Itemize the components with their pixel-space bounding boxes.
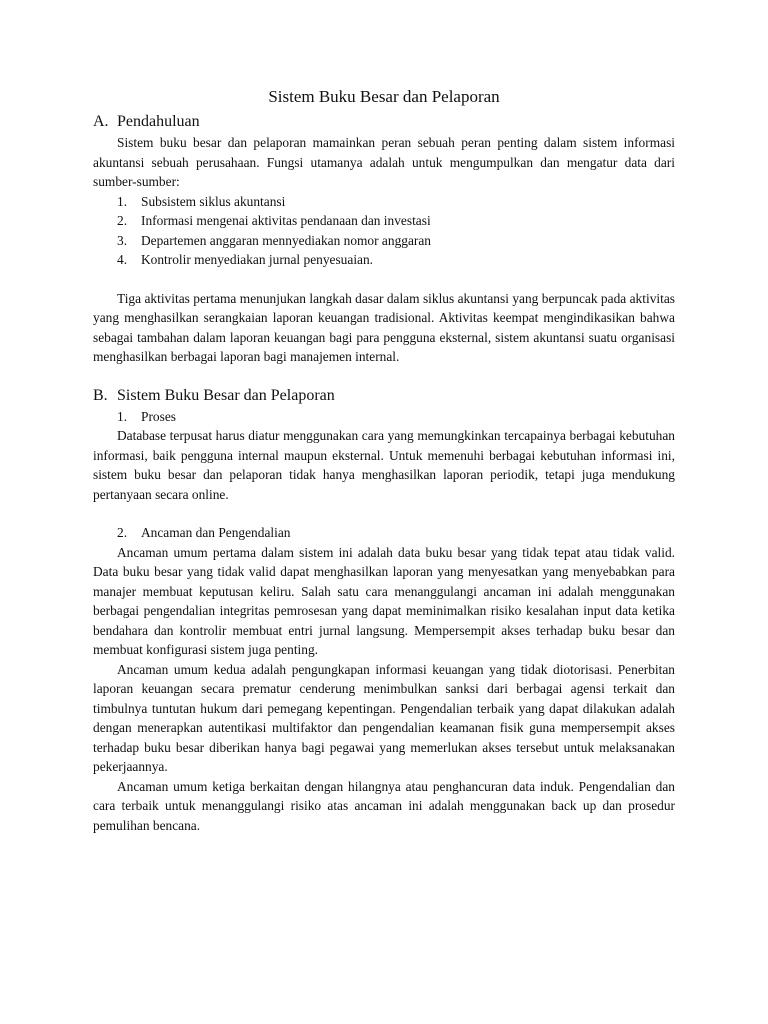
section-a-letter: A.: [93, 113, 109, 130]
list-item-number: 4.: [117, 252, 128, 267]
spacer: [93, 504, 675, 523]
list-item: [93, 192, 675, 212]
subsection-1-title: Proses: [141, 408, 176, 424]
document-page: [93, 86, 675, 835]
subsection-2-paragraph-2: Ancaman umum kedua adalah pengungkapan informasi keuangan yang tidak diotorisasi. Penerbitan laporan keuangan secara prematur cenderung menimbulkan sanksi dari berbagai agensi terkait dan timbulnya tuntutan hukum dari pemegang kepentingan. Pengendalian terbaik yang dapat dilakukan adalah dengan menerapkan autentikasi multifaktor dan pengendalian keamanan fisik guna mempersempit akses terhadap buku besar diberikan hanya bagi pegawai yang memerlukan akses tersebut untuk melaksanakan pekerjaannya.: [93, 661, 675, 774]
section-a-heading: [93, 111, 675, 133]
list-item-text: Subsistem siklus akuntansi: [141, 193, 286, 209]
list-item-number: 3.: [117, 232, 128, 248]
subsection-2-heading: [93, 523, 675, 543]
list-item-text: Departemen anggaran mennyediakan nomor anggaran: [141, 232, 432, 248]
subsection-2-number: 2.: [117, 525, 128, 540]
subsection-2-title: Ancaman dan Pengendalian: [141, 525, 291, 540]
list-item: [93, 211, 675, 231]
section-a-title: Pendahuluan: [117, 113, 200, 130]
list-item: [93, 250, 675, 270]
section-a-closing: Tiga aktivitas pertama menunjukan langkah dasar dalam siklus akuntansi yang berpuncak pada aktivitas yang menghasilkan serangkaian laporan keuangan tradisional. Aktivitas keempat mengindikasikan bahwa sebagai tambahan dalam laporan keuangan bagi para pengguna eksternal, sistem akuntansi suatu organisasi menghasilkan berbagai laporan bagi manajemen internal.: [93, 290, 675, 364]
spacer: [93, 367, 675, 385]
subsection-1-heading: [93, 407, 675, 427]
list-item-number: 1.: [117, 193, 128, 209]
section-a-intro: Sistem buku besar dan pelaporan mamainkan peran sebuah peran penting dalam sistem informasi akuntansi sebuah perusahaan. Fungsi utamanya adalah untuk mengumpulkan dan mengatur data dari sumber-sumber:: [93, 135, 675, 189]
spacer: [93, 270, 675, 289]
list-item: [93, 231, 675, 251]
sources-list: [93, 192, 675, 270]
subsection-2-paragraph-3: Ancaman umum ketiga berkaitan dengan hilangnya atau penghancuran data induk. Pengendalian dan cara terbaik untuk menanggulangi risiko atas ancaman ini adalah menggunakan back up dan prosedur pemulihan bencana.: [93, 778, 675, 833]
section-b-letter: B.: [93, 386, 108, 404]
section-b-title: Sistem Buku Besar dan Pelaporan: [117, 386, 335, 404]
subsection-1-number: 1.: [117, 408, 128, 424]
document-title: Sistem Buku Besar dan Pelaporan: [268, 87, 500, 106]
list-item-number: 2.: [117, 213, 128, 228]
list-item-text: Kontrolir menyediakan jurnal penyesuaian.: [141, 252, 374, 267]
subsection-2-paragraph-1: Ancaman umum pertama dalam sistem ini adalah data buku besar yang tidak tepat atau tidak valid. Data buku besar yang tidak valid dapat menghasilkan laporan yang menyesatkan yang menyebabkan para manajer membuat keputusan keliru. Salah satu cara menanggulangi ancaman ini adalah menggunakan berbagai pengendalian integritas pemrosesan yang dapat meminimalkan risiko kesalahan input data ketika bendahara dan kontrolir membuat entri jurnal langsung. Mempersempit akses terhadap buku besar dan membuat konfigurasi sistem juga penting.: [93, 544, 675, 657]
subsection-1-paragraph: Database terpusat harus diatur menggunakan cara yang memungkinkan tercapainya berbagai kebutuhan informasi, baik pengguna internal maupun eksternal. Untuk memenuhi berbagai kebutuhan informasi ini, sistem buku besar dan pelaporan tidak hanya menghasilkan laporan periodik, tetapi juga mendukung pertanyaan secara online.: [93, 428, 675, 502]
list-item-text: Informasi mengenai aktivitas pendanaan dan investasi: [141, 213, 431, 228]
section-b-heading: [93, 385, 675, 407]
